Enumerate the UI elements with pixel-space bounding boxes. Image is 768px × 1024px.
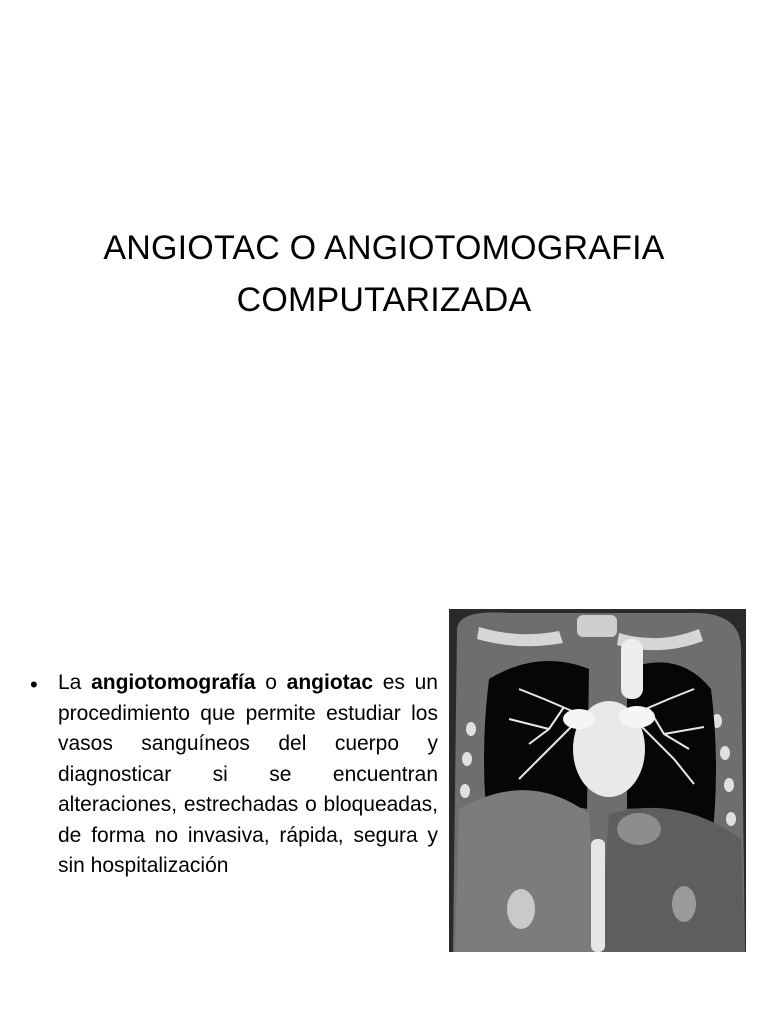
ct-angiography-image [449,609,746,952]
bullet-run: o [255,671,287,694]
bullet-run-bold: angiotac [286,671,374,694]
bullet-text [58,668,438,882]
bullet-run-bold: angiotomografía [91,671,256,694]
slide-title [60,222,708,326]
bullet-run: La [58,671,92,694]
title-line-2: COMPUTARIZADA [236,281,532,319]
bullet-marker: • [30,672,38,697]
title-line-1: ANGIOTAC O ANGIOTOMOGRAFIA [103,229,665,267]
bullet-run: es un procedimiento que permite estudiar los vasos sanguíneos del cuerpo y diagnosticar si se encuentran alteraciones, estrechadas o bloqueadas, de forma no invasiva, rápida, segura y sin hospitalización [58,671,438,877]
ct-angiography-chest-icon [449,609,746,952]
